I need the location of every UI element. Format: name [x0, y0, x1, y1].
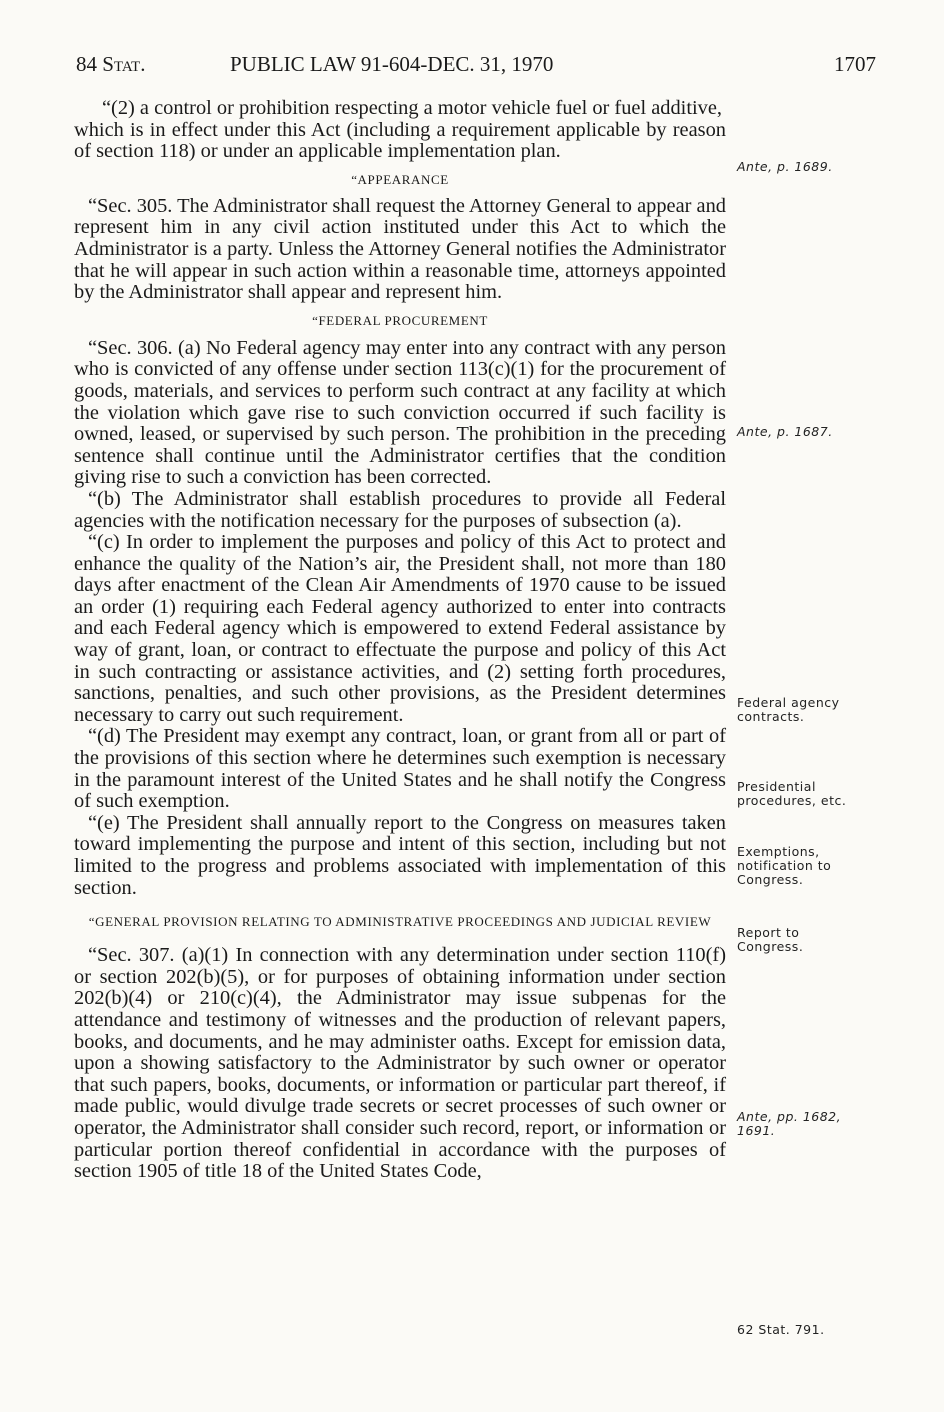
- margin-note-exemptions: Exemptions, notification to Congress.: [737, 844, 832, 887]
- margin-note-federal-agency-contracts: Federal agency contracts.: [737, 695, 840, 724]
- margin-note-stat-791: 62 Stat. 791.: [737, 1322, 825, 1337]
- paragraph-2: “(2) a control or prohibition respecting a motor vehicle fuel or fuel additive,: [102, 97, 723, 119]
- section-306-d: “(d) The President may exempt any contract, loan, or grant from all or part of the provisions of this section where he determines such exemption is necessary in the paramount interest of the United States and he shall notify the Congress of such exemption.: [74, 725, 726, 813]
- margin-note-ante-1687: Ante, p. 1687.: [737, 424, 833, 439]
- law-title: PUBLIC LAW 91-604-DEC. 31, 1970: [230, 52, 554, 76]
- page-number: 1707: [834, 52, 876, 76]
- section-306-b: “(b) The Administrator shall establish procedures to provide all Federal agencies with the notification necessary for the purposes of subsection (a).: [74, 487, 726, 532]
- section-306-e: “(e) The President shall annually report to the Congress on measures taken toward implementing the purpose and intent of this section, including but not limited to the progress and problems associated with implementation of this section.: [74, 811, 726, 899]
- section-306-a: “Sec. 306. (a) No Federal agency may enter into any contract with any person who is convicted of any offense under section 113(c)(1) for the procurement of goods, materials, and services to perform such contract at any facility at which the violation which gave rise to such conviction occurred if such facility is owned, leased, or supervised by such person. The prohibition in the preceding sentence shall continue until the Administrator certifies that the condition giving rise to such a conviction has been corrected.: [74, 336, 726, 489]
- margin-note-ante-1682: Ante, pp. 1682, 1691.: [737, 1109, 842, 1138]
- section-307: “Sec. 307. (a)(1) In connection with any determination under section 110(f) or section 202(b)(5), or for purposes of obtaining information under section 202(b)(4) or 210(c)(4), the Administrator may issue subpenas for the attendance and testimony of witnesses and the production of relevant papers, books, and documents, and he may administer oaths. Except for emission data, upon a showing satisfactory to the Administrator by such owner or operator that such papers, books, documents, or information or particular part thereof, if made public, would divulge trade secrets or secret processes of such owner or operator, the Administrator shall consider such record, report, or information or particular portion thereof confidential in accordance with the purposes of section 1905 of title 18 of the United States Code,: [74, 944, 726, 1183]
- page-header: [76, 52, 876, 82]
- section-305: “Sec. 305. The Administrator shall request the Attorney General to appear and represent him in any civil action instituted under this Act to which the Administrator is a party. Unless the Attorney General notifies the Administrator that he will appear in such action within a reasonable time, attorneys appointed by the Administrator shall appear and represent him.: [74, 194, 726, 304]
- main-text: [74, 98, 726, 1183]
- margin-note-report: Report to Congress.: [737, 925, 804, 954]
- volume-reference: 84 Stat.: [76, 52, 146, 76]
- heading-general-provision: “GENERAL PROVISION RELATING TO ADMINISTRATIVE PROCEEDINGS AND JUDICIAL REVIEW: [88, 914, 712, 930]
- margin-note-ante-1689: Ante, p. 1689.: [737, 159, 833, 174]
- margin-note-presidential-procedures: Presidential procedures, etc.: [737, 779, 847, 808]
- paragraph-continuation: which is in effect under this Act (including a requirement applicable by reason of section 118) or under an applicable implementation plan.: [74, 118, 726, 163]
- section-306-c: “(c) In order to implement the purposes and policy of this Act to protect and enhance the quality of the Nation’s air, the President shall, not more than 180 days after enactment of the Clean Air Amendments of 1970 cause to be issued an order (1) requiring each Federal agency authorized to enter into contracts and each Federal agency which is empowered to extend Federal assistance by way of grant, loan, or contract to effectuate the purpose and policy of this Act in such contracting or assistance activities, and (2) setting forth procedures, sanctions, penalties, and such other provisions, as the President determines necessary to carry out such requirement.: [74, 531, 726, 726]
- heading-appearance: “APPEARANCE: [351, 171, 449, 187]
- heading-federal-procurement: “FEDERAL PROCUREMENT: [312, 312, 488, 328]
